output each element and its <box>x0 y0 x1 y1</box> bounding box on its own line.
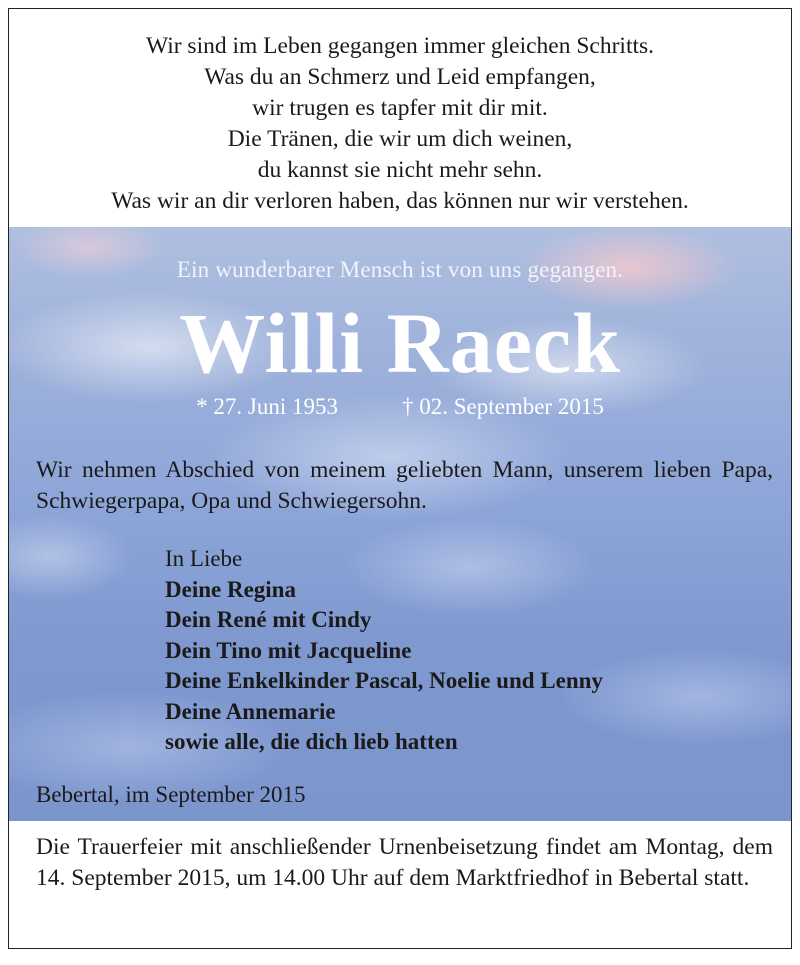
place-date: Bebertal, im September 2015 <box>36 782 306 807</box>
signature-name: Deine Regina <box>165 576 296 602</box>
signature-name: Deine Enkelkinder Pascal, Noelie und Lenny <box>165 668 603 693</box>
memorial-poem <box>9 31 791 217</box>
obituary-notice <box>8 8 792 949</box>
subtitle: Ein wunderbarer Mensch ist von uns gegangen. <box>176 257 624 282</box>
poem-line: du kannst sie nicht mehr sehn. <box>257 157 543 183</box>
sky-background-panel <box>9 227 791 821</box>
poem-line: Was wir an dir verloren haben, das können nur wir verstehen. <box>111 188 689 214</box>
poem-line: Wir sind im Leben gegangen immer gleichen Schritts. <box>145 33 655 59</box>
poem-line: Was du an Schmerz und Leid empfangen, <box>204 64 596 90</box>
deceased-name: Willi Raeck <box>179 295 621 391</box>
signature-name: Dein René mit Cindy <box>165 607 372 632</box>
birth-date: * 27. Juni 1953 <box>196 394 338 419</box>
funeral-notice: Die Trauerfeier mit anschließender Urnenbeisetzung findet am Montag, dem 14. September 2015, um 14.00 Uhr auf dem Marktfriedhof in Bebertal statt. <box>36 834 773 891</box>
life-dates <box>9 394 791 420</box>
poem-line: wir trugen es tapfer mit dir mit. <box>252 95 548 121</box>
signatures <box>165 544 603 758</box>
poem-line: Die Tränen, die wir um dich weinen, <box>227 126 573 152</box>
signature-name: Dein Tino mit Jacqueline <box>165 637 412 663</box>
signature-name: Deine Annemarie <box>165 698 336 724</box>
signatures-intro: In Liebe <box>165 546 243 571</box>
farewell-text: Wir nehmen Abschied von meinem geliebten Mann, unserem lieben Papa, Schwiegerpapa, Opa und Schwiegersohn. <box>36 457 773 514</box>
signature-name: sowie alle, die dich lieb hatten <box>165 729 458 754</box>
death-date: † 02. September 2015 <box>401 394 604 419</box>
